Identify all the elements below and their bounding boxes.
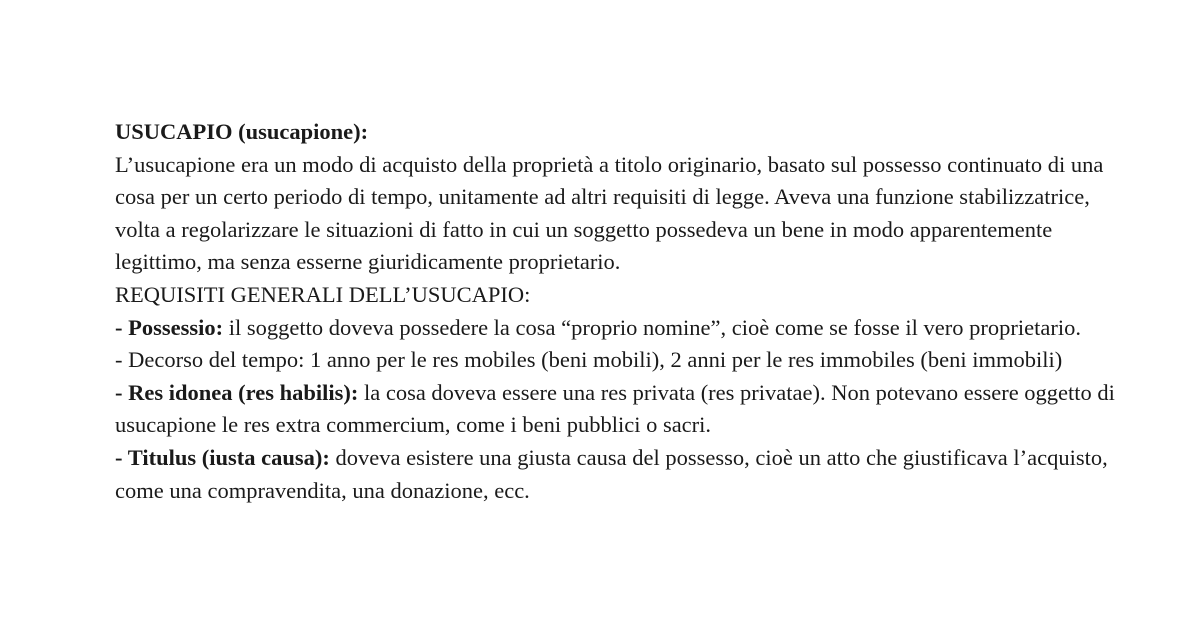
requirement-prefix: -	[115, 347, 129, 373]
requirement-text: la cosa doveva essere una res privata (res privatae). Non potevano essere oggetto di usucapione le res extra commercium, come i beni pubblici o sacri.	[115, 379, 1115, 438]
requirements-heading: REQUISITI GENERALI DELL’USUCAPIO:	[115, 281, 531, 307]
requirement-text: il soggetto doveva possedere la cosa “proprio nomine”, cioè come se fosse il vero proprietario.	[223, 314, 1081, 340]
intro-paragraph: L’usucapione era un modo di acquisto della proprietà a titolo originario, basato sul possesso continuato di una cosa per un certo periodo di tempo, unitamente ad altri requisiti di legge. Aveva una funzione stabilizzatrice, volta a regolarizzare le situazioni di fatto in cui un soggetto possedeva un bene in modo apparentemente legittimo, ma senza esserne giuridicamente proprietario.	[115, 151, 1104, 275]
document-title: USUCAPIO (usucapione):	[115, 119, 369, 144]
requirement-term: Possessio:	[128, 314, 224, 340]
requirement-item-possessio	[115, 312, 1115, 345]
document-page	[115, 116, 1115, 507]
requirement-prefix: -	[115, 379, 129, 405]
requirement-text: Decorso del tempo: 1 anno per le res mobiles (beni mobili), 2 anni per le res immobiles (beni immobili)	[128, 347, 1063, 373]
requirement-prefix: -	[115, 314, 129, 340]
requirement-term: Res idonea (res habilis):	[128, 379, 359, 405]
requirement-item-titulus	[115, 442, 1115, 507]
requirement-term: Titulus (iusta causa):	[127, 444, 330, 470]
requirement-item-decorso-del-tempo	[115, 344, 1115, 377]
requirement-text: doveva esistere una giusta causa del possesso, cioè un atto che giustificava l’acquisto, come una compravendita, una donazione, ecc.	[115, 444, 1108, 503]
requirement-prefix: -	[115, 444, 128, 470]
requirement-item-res-idonea	[115, 377, 1115, 442]
